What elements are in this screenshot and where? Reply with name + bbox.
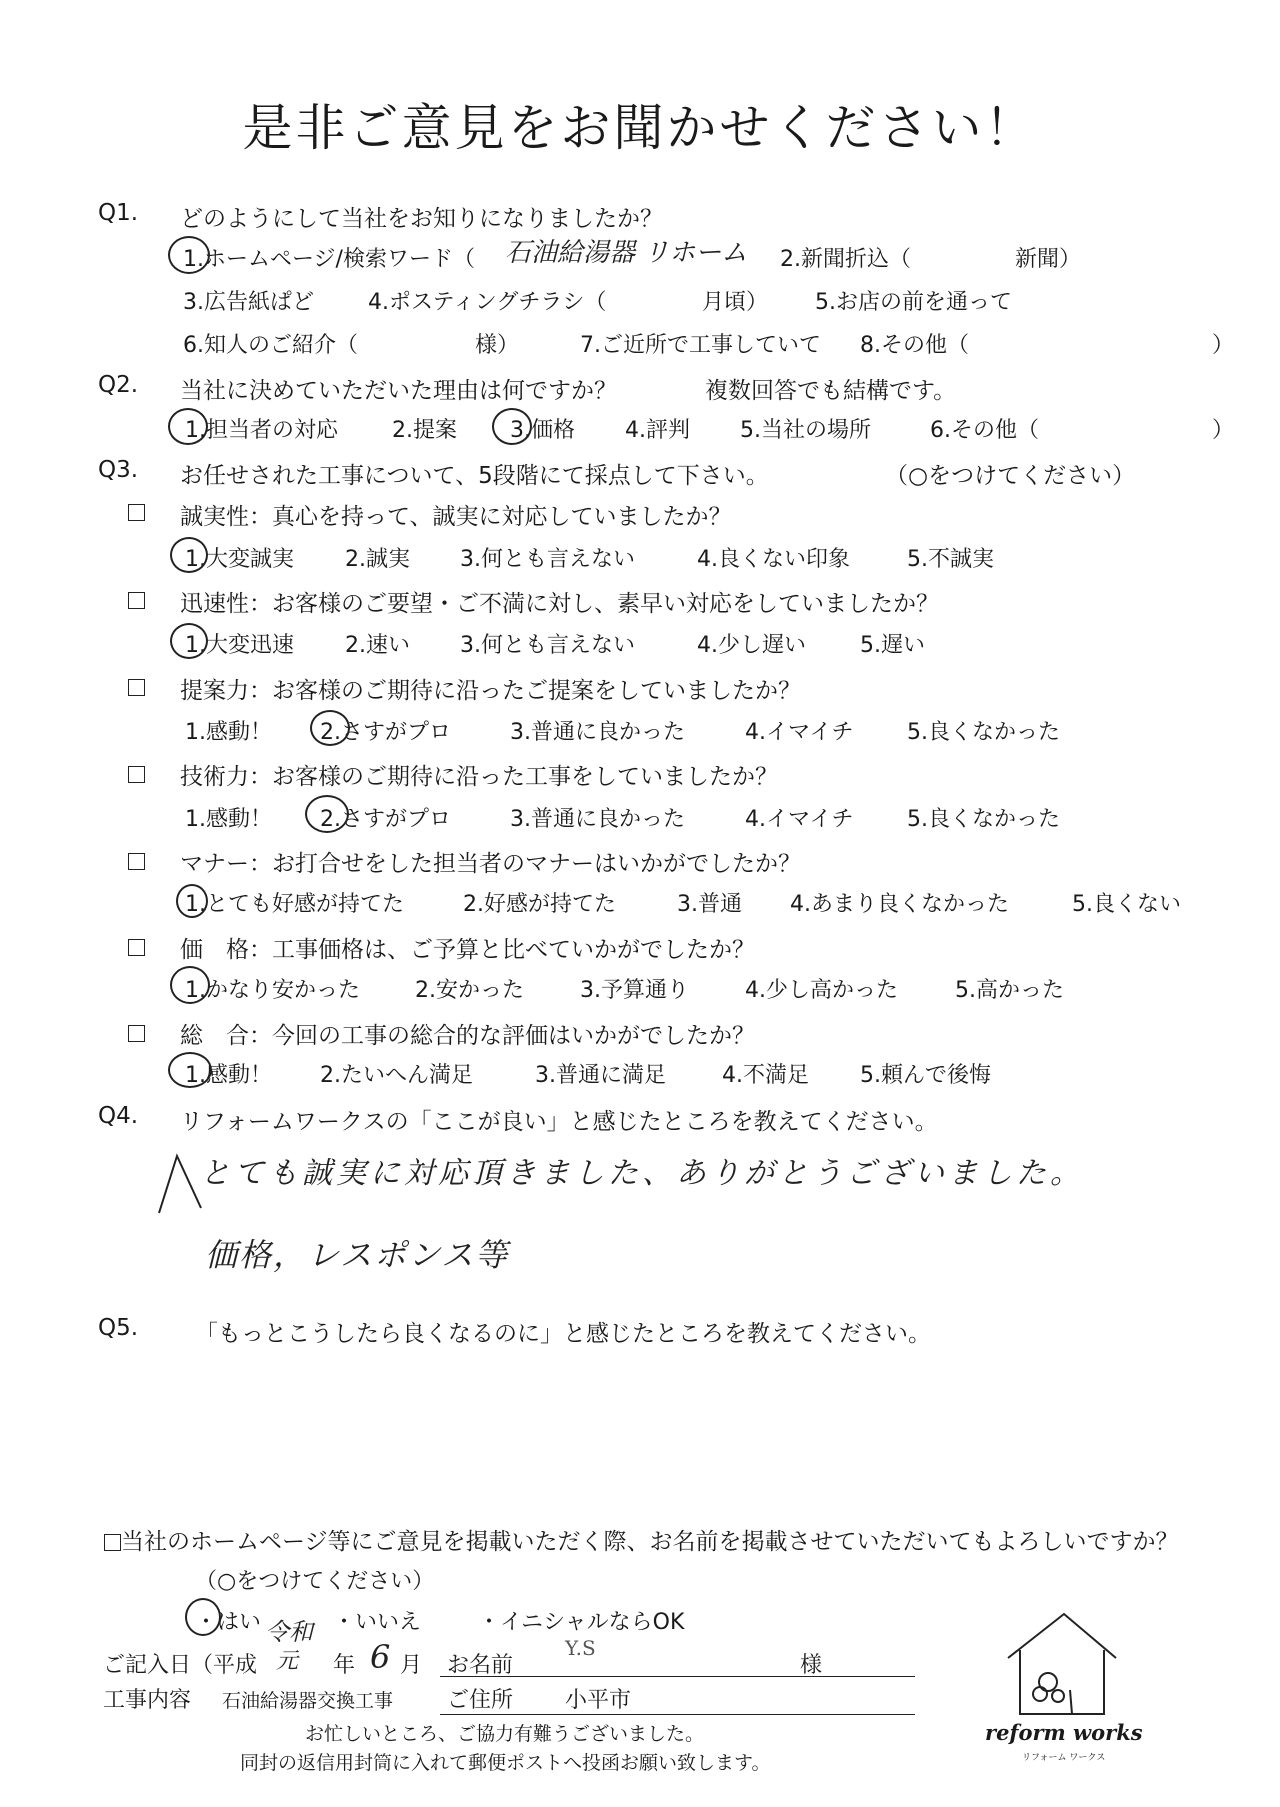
q3-item-2-question: 迅速性：お客様のご要望・ご不満に対し、素早い対応をしていましたか？ bbox=[180, 591, 939, 617]
month-handwritten: 6 bbox=[370, 1638, 391, 1676]
q3-item-5-answer-circle bbox=[176, 884, 208, 918]
q2-number: Q2. bbox=[98, 372, 139, 398]
consent-option-no[interactable]: ・いいえ bbox=[333, 1610, 422, 1635]
consent-question bbox=[104, 1523, 1179, 1556]
q3-item-1-answer-circle bbox=[170, 537, 208, 573]
q5-number: Q5. bbox=[98, 1315, 139, 1341]
q3-item-3-option-1: 1.感動！ bbox=[185, 720, 272, 745]
q1-option-2: 2.新聞折込（ bbox=[780, 247, 911, 272]
q3-item-7-option-3: 3.普通に満足 bbox=[535, 1063, 666, 1088]
consent-question-text: 当社のホームページ等にご意見を掲載いただく際、お名前を掲載させていただいてもよろしいですか？ bbox=[121, 1529, 1179, 1555]
q3-item-7-checkbox[interactable] bbox=[128, 1023, 145, 1042]
q3-item-2-option-5: 5.遅い bbox=[860, 633, 925, 658]
q5-question: 「もっとこうしたら良くなるのに」と感じたところを教えてください。 bbox=[195, 1321, 931, 1347]
q4-answer-line-1: とても誠実に対応頂きました、ありがとうございました。 bbox=[200, 1156, 1084, 1191]
q3-item-6-answer-circle bbox=[170, 966, 210, 1004]
q3-item-6-checkbox[interactable] bbox=[128, 937, 145, 956]
q1-question: どのようにして当社をお知りになりましたか？ bbox=[180, 206, 663, 232]
q1-option-2-close: 新聞） bbox=[1015, 247, 1082, 272]
month-suffix: 月 bbox=[400, 1653, 423, 1678]
q3-item-6-question: 価 格：工事価格は、ご予算と比べていかがでしたか？ bbox=[180, 937, 755, 963]
q3-item-1-option-3: 3.何とも言えない bbox=[460, 547, 635, 572]
q3-item-4-option-1: 1.感動！ bbox=[185, 807, 272, 832]
q3-item-4-answer-circle bbox=[305, 795, 349, 833]
q2-option-1: 1.担当者の対応 bbox=[185, 418, 338, 443]
consent-option-yes[interactable]: ・はい bbox=[195, 1610, 262, 1635]
q1-option-6: 6.知人のご紹介（ bbox=[183, 333, 358, 358]
q1-option-6-close: 様） bbox=[475, 333, 520, 358]
name-value[interactable]: Y.S bbox=[565, 1636, 596, 1660]
work-value: 石油給湯器交換工事 bbox=[222, 1690, 394, 1712]
logo-name: reform works bbox=[985, 1720, 1143, 1745]
q3-item-1-question: 誠実性：真心を持って、誠実に対応していましたか？ bbox=[180, 504, 732, 530]
q3-item-4-checkbox[interactable] bbox=[128, 764, 145, 783]
q1-option-8-close: ） bbox=[1212, 333, 1235, 358]
q3-item-6-option-3: 3.予算通り bbox=[580, 978, 689, 1003]
name-underline bbox=[440, 1676, 915, 1677]
name-label: お名前 bbox=[447, 1653, 514, 1678]
consent-note: （○をつけてください） bbox=[195, 1569, 435, 1594]
q3-item-1-option-5: 5.不誠実 bbox=[907, 547, 994, 572]
footer-instruction: 同封の返信用封筒に入れて郵便ポストへ投函お願い致します。 bbox=[240, 1752, 771, 1774]
year-suffix: 年 bbox=[333, 1653, 356, 1678]
work-label: 工事内容 bbox=[103, 1688, 192, 1713]
q3-item-5-option-3: 3.普通 bbox=[677, 892, 742, 917]
q1-number: Q1. bbox=[98, 200, 139, 226]
q3-item-7-question: 総 合：今回の工事の総合的な評価はいかがでしたか？ bbox=[180, 1023, 755, 1049]
q3-item-2-option-2: 2.速い bbox=[345, 633, 410, 658]
q3-item-5-option-4: 4.あまり良くなかった bbox=[790, 892, 1009, 917]
q3-item-6-option-4: 4.少し高かった bbox=[745, 978, 898, 1003]
q2-option-6-close: ） bbox=[1212, 418, 1235, 443]
house-logo-icon bbox=[1000, 1610, 1120, 1720]
q2-note: 複数回答でも結構です。 bbox=[705, 378, 957, 404]
q3-number: Q3. bbox=[98, 457, 139, 483]
q3-item-3-option-4: 4.イマイチ bbox=[745, 720, 854, 745]
q2-option-6: 6.その他（ bbox=[930, 418, 1039, 443]
q3-item-7-answer-circle bbox=[168, 1052, 212, 1088]
q3-item-2-option-1: 1.大変迅速 bbox=[185, 633, 294, 658]
consent-answer-circle bbox=[185, 1598, 221, 1636]
q3-item-3-option-5: 5.良くなかった bbox=[907, 720, 1060, 745]
q2-option-4: 4.評判 bbox=[625, 418, 690, 443]
q3-item-2-checkbox[interactable] bbox=[128, 590, 145, 609]
insert-caret-mark bbox=[155, 1148, 205, 1218]
q2-question: 当社に決めていただいた理由は何ですか？ bbox=[180, 378, 617, 404]
q3-item-7-option-4: 4.不満足 bbox=[722, 1063, 809, 1088]
q3-item-1-checkbox[interactable] bbox=[128, 502, 145, 521]
q3-item-1-option-2: 2.誠実 bbox=[345, 547, 410, 572]
q1-option-8: 8.その他（ bbox=[860, 333, 969, 358]
q2-option-3: 3.価格 bbox=[510, 418, 575, 443]
address-underline bbox=[440, 1714, 915, 1715]
q3-item-7-option-1: 1.感動！ bbox=[185, 1063, 272, 1088]
q3-item-5-option-1: 1.とても好感が持てた bbox=[185, 892, 404, 917]
q3-item-3-option-3: 3.普通に良かった bbox=[510, 720, 685, 745]
q2-answer-circle-1 bbox=[168, 408, 208, 445]
q4-answer-line-2: 価格，レスポンス等 bbox=[205, 1236, 510, 1274]
q1-option-4: 4.ポスティングチラシ（ bbox=[368, 290, 607, 315]
q1-option-5: 5.お店の前を通って bbox=[815, 290, 1012, 315]
q3-item-4-option-2: 2.さすがプロ bbox=[320, 807, 451, 832]
address-value[interactable]: 小平市 bbox=[565, 1688, 632, 1713]
q1-option-3: 3.広告紙ぱど bbox=[183, 290, 314, 315]
address-label: ご住所 bbox=[447, 1688, 514, 1713]
consent-option-initials[interactable]: ・イニシャルならOK bbox=[478, 1610, 685, 1635]
footer-thanks: お忙しいところ、ご協力有難うございました。 bbox=[305, 1723, 705, 1745]
q3-item-3-answer-circle bbox=[310, 710, 350, 746]
q3-item-3-checkbox[interactable] bbox=[128, 677, 145, 696]
q3-item-2-option-3: 3.何とも言えない bbox=[460, 633, 635, 658]
q3-item-5-option-5: 5.良くない bbox=[1072, 892, 1181, 917]
q3-question: お任せされた工事について、5段階にて採点して下さい。 bbox=[180, 463, 769, 489]
q4-number: Q4. bbox=[98, 1103, 139, 1129]
q3-item-5-question: マナー：お打合せをした担当者のマナーはいかがでしたか？ bbox=[180, 851, 801, 877]
q3-item-4-question: 技術力：お客様のご期待に沿った工事をしていましたか？ bbox=[180, 764, 778, 790]
q3-item-1-option-4: 4.良くない印象 bbox=[697, 547, 850, 572]
name-suffix: 様 bbox=[800, 1653, 823, 1678]
q3-item-5-checkbox[interactable] bbox=[128, 851, 145, 870]
consent-checkbox[interactable] bbox=[104, 1534, 121, 1551]
q3-item-6-option-2: 2.安かった bbox=[415, 978, 524, 1003]
q1-answer-circle bbox=[168, 236, 210, 274]
q3-item-6-option-5: 5.高かった bbox=[955, 978, 1064, 1003]
q3-item-1-option-1: 1.大変誠実 bbox=[185, 547, 294, 572]
q3-item-3-option-2: 2.さすがプロ bbox=[320, 720, 451, 745]
q3-item-2-option-4: 4.少し遅い bbox=[697, 633, 806, 658]
q3-item-4-option-3: 3.普通に良かった bbox=[510, 807, 685, 832]
q3-item-7-option-5: 5.頼んで後悔 bbox=[860, 1063, 991, 1088]
q1-option-7: 7.ご近所で工事していて bbox=[580, 333, 821, 358]
q2-option-5: 5.当社の場所 bbox=[740, 418, 871, 443]
page-title: 是非ご意見をお聞かせください！ bbox=[242, 99, 1038, 157]
era-handwritten: 令和 bbox=[265, 1618, 313, 1646]
q3-item-7-option-2: 2.たいへん満足 bbox=[320, 1063, 473, 1088]
q2-option-2: 2.提案 bbox=[392, 418, 457, 443]
logo-kana: リフォーム ワークス bbox=[1022, 1753, 1106, 1763]
q3-item-4-option-4: 4.イマイチ bbox=[745, 807, 854, 832]
date-label: ご記入日（平成 bbox=[103, 1653, 258, 1678]
q1-handwritten-keyword: 石油給湯器 リホーム bbox=[505, 238, 748, 268]
q3-item-2-answer-circle bbox=[170, 623, 208, 659]
q3-item-4-option-5: 5.良くなかった bbox=[907, 807, 1060, 832]
q1-option-1: 1.ホームページ/検索ワード（ bbox=[183, 247, 475, 272]
q3-item-5-option-2: 2.好感が持てた bbox=[463, 892, 616, 917]
q2-answer-circle-3 bbox=[492, 408, 532, 445]
q4-question: リフォームワークスの「ここが良い」と感じたところを教えてください。 bbox=[180, 1109, 938, 1135]
q3-note: （○をつけてください） bbox=[885, 463, 1136, 489]
q3-item-6-option-1: 1.かなり安かった bbox=[185, 978, 360, 1003]
q3-item-3-question: 提案力：お客様のご期待に沿ったご提案をしていましたか？ bbox=[180, 678, 801, 704]
q1-option-4-close: 月頃） bbox=[702, 290, 769, 315]
era-year-handwritten: 元 bbox=[276, 1649, 299, 1674]
